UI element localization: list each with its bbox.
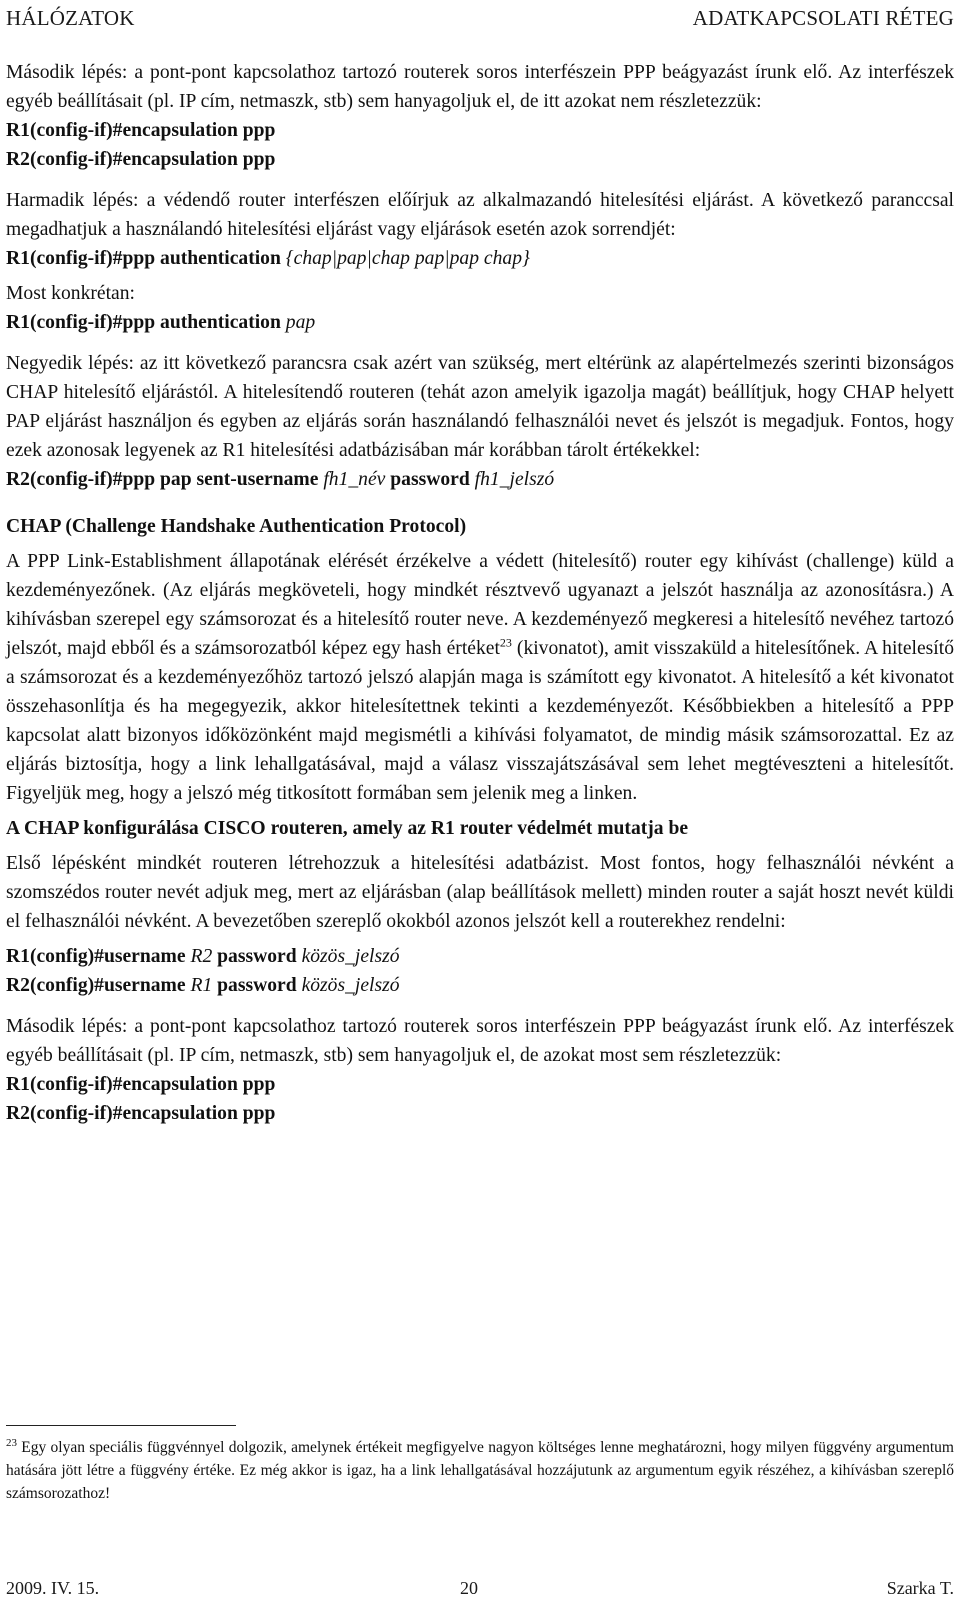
chap-para-a: A PPP Link-Establishment állapotának elérését érzékelve a védett (hitelesítő) router egy kihívást (challenge) küld a kezdeményezőnek. (Az eljárás megköveteli, hogy mindkét résztvevő ugyanazt a jelszót használja az azonosításra.) A kihívásban szerepel egy számsorozat és a hitelesítő router neve. A kezdeményező megkeresi a hitelesítő nevéhez tartozó jelszót, majd ebből és a számsorozatból képez egy hash értéket (6, 551, 954, 659)
first-step-text: Első lépésként mindkét routeren létrehozzuk a hitelesítési adatbázist. Most fontos, hogy felhasználói névként a szomszédos router nevét adjuk meg, mert az eljárásban (alap beállítások mellett) minden router a saját hoszt nevét küldi el felhasználói névként. A bevezetőben szereplő okokból azonos jelszót kell a routerekhez rendelni: (6, 853, 954, 932)
chap-para-b: (kivonatot), amit visszaküld a hitelesítőnek. A hitelesítő a számsorozat és a kezdeményezőhöz tartozó jelszó alapján maga is számított egy kivonatot. A hitelesítő a két kivonatot összehasonlítja és ha megegyezik, akkor hitelesítettnek tekinti a kezdeményezőt. Későbbiekben a hitelesítő a PPP kapcsolat alatt bizonyos időközönként majd megismétli a kihívási folyamatot, de mindig másik számsorozattal. Ez az eljárás biztosítja, hogy a link lehallgatásával, majd a válasz visszajátszásával sem lehet megtéveszteni a hitelesítőt. Figyeljük meg, hogy a jelszó még titkosított formában sem jelenik meg a linken. (6, 638, 954, 804)
footnote-number: 23 (6, 1436, 17, 1449)
footer-author: Szarka T. (886, 1578, 954, 1598)
cmd-ppp-auth-options: {chap|pap|chap pap|pap chap} (285, 248, 530, 269)
cmd-r2-username-name: R1 (190, 975, 213, 996)
page-header (6, 6, 954, 31)
footnote (6, 1436, 954, 1505)
chap-heading: CHAP (Challenge Handshake Authentication Protocol) (6, 516, 467, 537)
cmd-r1-encapsulation: R1(config-if)#encapsulation ppp (6, 120, 276, 141)
cmd-ppp-auth-pap-arg: pap (285, 312, 316, 333)
cmd-r1-encapsulation-2: R1(config-if)#encapsulation ppp (6, 1074, 276, 1095)
step3-text: Harmadik lépés: a védendő router interfészen előírjuk az alkalmazandó hitelesítési eljárást. A következő paranccsal megadhatjuk a használandó hitelesítési eljárást vagy eljárások esetén azok sorrendjét: (6, 190, 954, 240)
cmd-r2-encapsulation: R2(config-if)#encapsulation ppp (6, 149, 276, 170)
cmd-ppp-auth-prefix: R1(config-if)#ppp authentication (6, 248, 281, 269)
cmd-ppp-auth-pap-prefix: R1(config-if)#ppp authentication (6, 312, 281, 333)
cmd-r1-username-prefix: R1(config)#username (6, 946, 186, 967)
chap-description (6, 547, 954, 808)
most-konkretan: Most konkrétan: (6, 283, 135, 304)
cmd-ppp-authentication-pap (6, 308, 954, 337)
cmd-sent-username-password: password (390, 469, 470, 490)
step2b-intro: Második lépés: a pont-pont kapcsolathoz tartozó routerek soros interfészein PPP beágyazást írunk elő. Az interfészek egyéb beállításait (pl. IP cím, netmaszk, stb) sem hanyagoljuk el, de azokat most sem részletezzük: (6, 1016, 954, 1066)
footnote-separator (6, 1425, 236, 1426)
cmd-sent-username-pass: fh1_jelszó (474, 469, 555, 490)
cmd-r1-username (6, 942, 954, 971)
header-left: HÁLÓZATOK (6, 6, 135, 30)
step2-intro: Második lépés: a pont-pont kapcsolathoz tartozó routerek soros interfészein PPP beágyazást írunk elő. Az interfészek egyéb beállításait (pl. IP cím, netmaszk, stb) sem hanyagoljuk el, de itt azokat nem részletezzük: (6, 62, 954, 112)
cisco-heading: A CHAP konfigurálása CISCO routeren, amely az R1 router védelmét mutatja be (6, 818, 689, 839)
cmd-r2-username (6, 971, 954, 1000)
footnote-text: Egy olyan speciális függvénnyel dolgozik, amelynek értékeit megfigyelve nagyon költséges lenne meghatározni, hogy milyen függvény argumentum hatására jött létre a függvény értéke. Ez még akkor is igaz, ha a link lehallgatásával hozzájutunk az argumentum egyik részéhez, a kihívásban szereplő számsorozathoz! (6, 1439, 954, 1502)
cmd-r2-username-secret: közös_jelszó (301, 975, 400, 996)
cmd-ppp-authentication (6, 244, 954, 273)
cmd-sent-username-prefix: R2(config-if)#ppp pap sent-username (6, 469, 319, 490)
page-content (6, 58, 954, 1128)
cmd-sent-username (6, 465, 954, 494)
cmd-r1-username-name: R2 (190, 946, 213, 967)
cmd-r1-username-password: password (217, 946, 297, 967)
cmd-r2-username-prefix: R2(config)#username (6, 975, 186, 996)
cmd-r1-username-secret: közös_jelszó (301, 946, 400, 967)
footer-page-number: 20 (460, 1578, 478, 1598)
cmd-r2-username-password: password (217, 975, 297, 996)
footer-date: 2009. IV. 15. (6, 1578, 100, 1598)
footnote-ref: 23 (499, 635, 512, 650)
header-right: ADATKAPCSOLATI RÉTEG (692, 6, 954, 30)
cmd-r2-encapsulation-2: R2(config-if)#encapsulation ppp (6, 1103, 276, 1124)
cmd-sent-username-user: fh1_név (323, 469, 386, 490)
step4-text: Negyedik lépés: az itt következő parancsra csak azért van szükség, mert eltérünk az alapértelmezés szerinti bizonságos CHAP hitelesítő eljárástól. A hitelesítendő routeren (tehát azon amelyik igazolja magát) beállítjuk, hogy CHAP helyett PAP eljárást használjon és egyben az eljárás során használandó felhasználói nevet és jelszót is megadjuk. Fontos, hogy ezek azonosak legyenek az R1 hitelesítési adatbázisában már korábban tárolt értékekkel: (6, 353, 954, 461)
